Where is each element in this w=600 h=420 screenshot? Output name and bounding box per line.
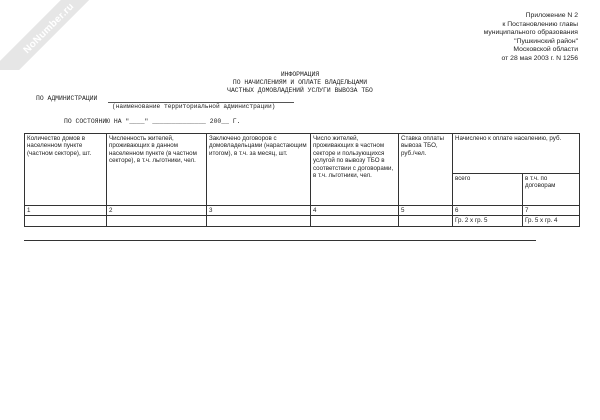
appendix-line: Московской области bbox=[513, 46, 578, 54]
column-number: 1 bbox=[25, 206, 107, 216]
watermark-text: NoNumber.ru bbox=[21, 1, 77, 56]
appendix-line: Приложение N 2 bbox=[525, 12, 578, 19]
admin-label: ПО АДМИНИСТРАЦИИ bbox=[36, 95, 98, 102]
header-cell-residents: Численность жителей, проживающих в данном населенном пункте (в частном секторе), в т.ч. льготники, чел. bbox=[107, 134, 207, 206]
column-number: 3 bbox=[207, 206, 311, 216]
appendix-line: от 28 мая 2003 г. N 1256 bbox=[501, 54, 578, 62]
report-subtitle: ПО НАЧИСЛЕНИЯМ И ОПЛАТЕ ВЛАДЕЛЬЦАМИ bbox=[232, 79, 368, 86]
appendix-line: муниципального образования bbox=[483, 29, 578, 37]
report-subtitle: ЧАСТНЫХ ДОМОВЛАДЕНИЙ УСЛУГИ ВЫВОЗА ТБО bbox=[227, 87, 373, 94]
formula-cell: Гр. 5 x гр. 4 bbox=[523, 216, 580, 226]
appendix-line: "Пушкинский район" bbox=[514, 37, 578, 45]
table-cell bbox=[207, 216, 311, 226]
column-number: 2 bbox=[107, 206, 207, 216]
date-line: ПО СОСТОЯНИЮ НА "____" ______________ 200__ Г. bbox=[64, 118, 241, 125]
table-cell bbox=[311, 216, 399, 226]
table-cell bbox=[107, 216, 207, 226]
table-cell bbox=[25, 216, 107, 226]
header-cell-houses: Количество домов в населенном пункте (частном секторе), шт. bbox=[25, 134, 107, 206]
column-number: 5 bbox=[399, 206, 453, 216]
header-cell-accrued: Начислено к оплате населению, руб. bbox=[453, 134, 580, 174]
appendix-line: к Постановлению главы bbox=[502, 20, 578, 28]
formula-cell: Гр. 2 x гр. 5 bbox=[453, 216, 523, 226]
report-title: ИНФОРМАЦИЯ bbox=[280, 71, 320, 78]
header-cell-contracts: Заключено договоров с домовладельцами (нарастающим итогом), в т.ч. за месяц, шт. bbox=[207, 134, 311, 206]
column-number: 7 bbox=[523, 206, 580, 216]
admin-note: (наименование территориальной администрации) bbox=[112, 103, 276, 110]
table-cell bbox=[399, 216, 453, 226]
header-cell-total: всего bbox=[453, 174, 523, 206]
appendix-block bbox=[484, 12, 578, 64]
watermark bbox=[0, 0, 108, 70]
header-cell-service-users: Число жителей, проживающих в частном секторе и пользующихся услугой по вывозу ТБО в соответствии с договорами, в т.ч. льготники, чел. bbox=[311, 134, 399, 206]
bottom-rule bbox=[24, 240, 536, 241]
header-cell-rate: Ставка оплаты вывоза ТБО, руб./чел. bbox=[399, 134, 453, 206]
column-number: 6 bbox=[453, 206, 523, 216]
report-table bbox=[24, 133, 580, 227]
header-cell-by-contracts: в т.ч. по договорам bbox=[523, 174, 580, 206]
column-number: 4 bbox=[311, 206, 399, 216]
